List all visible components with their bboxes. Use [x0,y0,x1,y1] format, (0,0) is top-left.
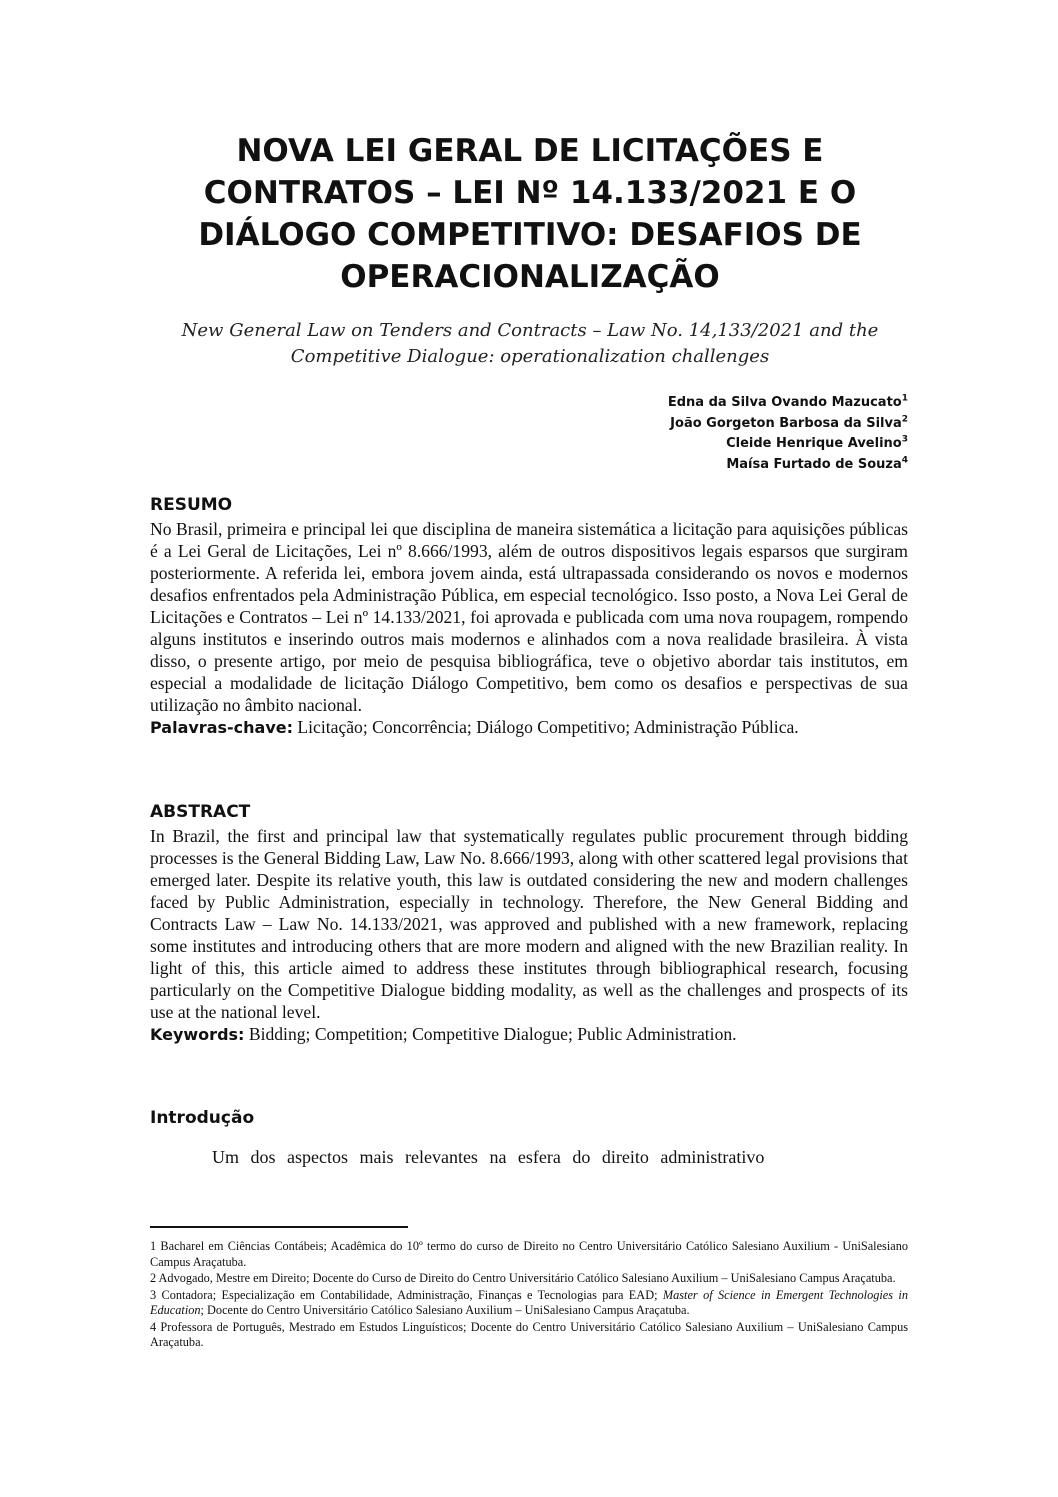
author-name: Edna da Silva Ovando Mazucato [667,395,902,410]
english-title-line: New General Law on Tenders and Contracts – Law No. 14,133/2021 and the [181,320,879,341]
footnote-mark: 2 [901,414,908,425]
english-title [150,318,910,370]
keywords-list: Licitação; Concorrência; Diálogo Competitivo; Administração Pública. [293,717,799,737]
resumo-heading: RESUMO [150,495,233,515]
author-name: Cleide Henrique Avelino [726,436,902,451]
author [408,393,908,414]
footnote-text: Contadora; Especialização em Contabilidade, Administração, Finanças e Tecnologias para EAD; [156,1287,663,1302]
footnote-mark: 1 [901,393,908,404]
introducao-text: Um dos aspectos mais relevantes na esfera do direito administrativo [212,1147,765,1167]
author-name: Maísa Furtado de Souza [726,456,902,472]
footnote-text: ; Docente do Centro Universitário Católico Salesiano Auxilium – UniSalesiano Campus Araçatuba. [200,1303,690,1317]
footnote [150,1239,908,1270]
footnote [150,1271,908,1287]
introducao-heading: Introdução [150,1108,255,1128]
english-title-line: Competitive Dialogue: operationalization challenges [290,346,770,367]
title-line: CONTRATOS – LEI Nº 14.133/2021 E O [203,175,857,211]
footnotes [150,1239,908,1352]
footnote-italic-text: Master of Science in Emergent Technologies in Education [150,1287,908,1317]
footnote-text: Advogado, Mestre em Direito; Docente do Curso de Direito do Centro Universitário Católico Salesiano Auxilium – UniSalesiano Campus Araçatuba. [156,1271,896,1285]
footnote-text: Professora de Português, Mestrado em Estudos Linguísticos; Docente do Centro Universitário Católico Salesiano Auxilium – UniSalesiano Campus Araçatuba. [150,1319,908,1349]
author-name: João Gorgeton Barbosa da Silva [670,415,902,431]
keywords-label: Palavras-chave: [150,718,294,737]
footnote-mark: 4 [150,1319,157,1334]
author [408,434,908,455]
title-line: OPERACIONALIZAÇÃO [340,259,720,295]
footnote-mark: 1 [150,1239,157,1253]
paper-title [150,130,910,298]
footnote [150,1288,908,1319]
footnote-mark: 3 [150,1287,157,1302]
keywords-list: Bidding; Competition; Competitive Dialogue; Public Administration. [244,1024,737,1044]
author-list [408,393,908,475]
title-line: NOVA LEI GERAL DE LICITAÇÕES E [236,133,824,169]
author [408,414,908,435]
footnote-divider [150,1226,408,1228]
resumo-body: No Brasil, primeira e principal lei que disciplina de maneira sistemática a licitação para aquisições públicas é a Lei Geral de Licitações, Lei nº 8.666/1993, além de outros dispositivos legais esparsos que surgiram posteriormente. A referida lei, embora jovem ainda, está ultrapassada considerando os novos e modernos desafios enfrentados pela Administração Pública, em especial tecnológico. Isso posto, a Nova Lei Geral de Licitações e Contratos – Lei nº 14.133/2021, foi aprovada e publicada com uma nova roupagem, rompendo alguns institutos e inserindo outros mais modernos e alinhados com a nova realidade brasileira. À vista disso, o presente artigo, por meio de pesquisa bibliográfica, teve o objetivo abordar tais institutos, em especial a modalidade de licitação Diálogo Competitivo, bem como os desafios e perspectivas de sua utilização no âmbito nacional. [150,519,908,715]
abstract-body: In Brazil, the first and principal law that systematically regulates public procurement through bidding processes is the General Bidding Law, Law No. 8.666/1993, along with other scattered legal provisions that emerged later. Despite its relative youth, this law is outdated considering the new and modern challenges faced by Public Administration, especially in technology. Therefore, the New General Bidding and Contracts Law – Law No. 14.133/2021, was approved and published with a new framework, replacing some institutes and introducing others that are more modern and aligned with the new Brazilian reality. In light of this, this article aimed to address these institutes through bibliographical research, focusing particularly on the Competitive Dialogue bidding modality, as well as the challenges and prospects of its use at the national level. [150,826,908,1022]
footnote-mark: 4 [901,455,908,466]
abstract-text [150,825,908,1046]
title-line: DIÁLOGO COMPETITIVO: DESAFIOS DE [198,217,862,253]
abstract-heading: ABSTRACT [150,802,251,822]
author [408,455,908,476]
keywords-label: Keywords: [150,1025,245,1044]
footnote [150,1320,908,1351]
footnote-mark: 2 [150,1271,157,1285]
footnote-mark: 3 [901,434,908,445]
resumo-text [150,518,908,739]
footnote-text: Bacharel em Ciências Contábeis; Acadêmica do 10º termo do curso de Direito no Centro Universitário Católico Salesiano Auxilium - UniSalesiano Campus Araçatuba. [150,1239,908,1269]
